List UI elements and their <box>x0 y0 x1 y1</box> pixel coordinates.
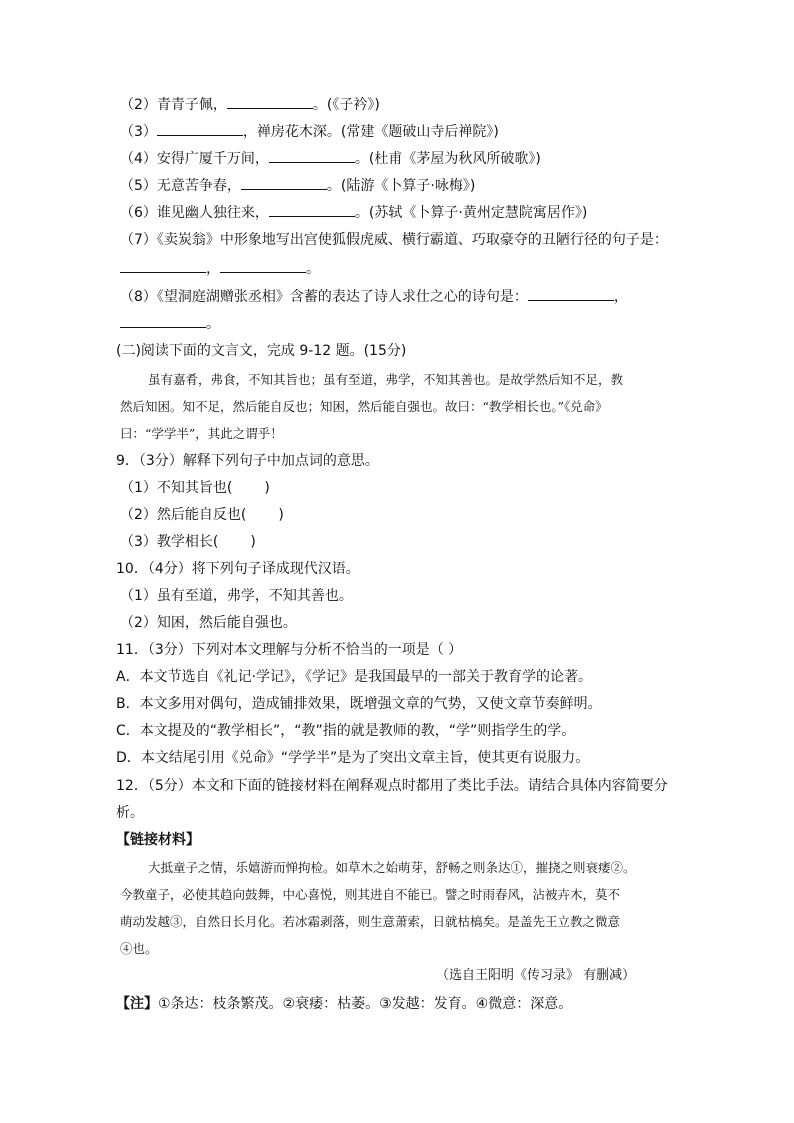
question-source: 。(苏轼《卜算子·黄州定慧院寓居作》) <box>354 205 588 221</box>
answer-blank[interactable] <box>120 313 206 328</box>
fill-in-4 <box>120 148 541 169</box>
fill-in-6 <box>120 202 587 223</box>
period: 。 <box>306 261 320 277</box>
item-text: （1）不知其旨也( <box>120 480 233 496</box>
question-source: 。(杜甫《茅屋为秋风所破歌》) <box>354 151 541 167</box>
option-b[interactable]: B．本文多用对偶句，造成铺排效果，既增强文章的气势，又使文章节奏鲜明。 <box>116 696 602 712</box>
separator: ， <box>206 261 220 277</box>
question-12-title-cont: 析。 <box>116 805 144 821</box>
fill-in-8-answers <box>120 313 220 334</box>
question-10-item: （2）知困，然后能自强也。 <box>120 615 297 631</box>
notes <box>116 994 572 1014</box>
question-11-title: 11．（3分）下列对本文理解与分析不恰当的一项是（ ） <box>116 642 463 658</box>
answer-blank[interactable] <box>269 148 355 163</box>
link-passage-line: 大抵童子之情，乐嬉游而惮拘检。如草木之始萌芽，舒畅之则条达①，摧挠之则衰痿②。 <box>148 860 636 875</box>
paren: ) <box>278 507 284 523</box>
item-text: （2）然后能自反也( <box>120 507 247 523</box>
notes-text: ①条达：枝条繁茂。②衰痿：枯萎。③发越：发育。④微意：深意。 <box>158 996 573 1012</box>
question-10-title: 10．（4分）将下列句子译成现代汉语。 <box>116 561 360 577</box>
option-c[interactable]: C．本文提及的“教学相长”，“教”指的就是教师的教，“学”则指学生的学。 <box>116 723 576 739</box>
answer-blank[interactable] <box>157 121 243 136</box>
source-citation: （选自王阳明《传习录》 有删减） <box>436 968 636 983</box>
question-text: （4）安得广厦千万间， <box>120 151 269 167</box>
link-passage-line: 今教童子，必使其趋向鼓舞，中心喜悦，则其进自不能已。譬之时雨春风，沾被卉木，莫不 <box>120 887 621 902</box>
question-9-item <box>120 532 256 552</box>
link-passage-line: 萌动发越③，自然日长月化。若冰霜剥落，则生意萧索，日就枯槁矣。是盖先王立教之微意 <box>120 914 621 929</box>
period: 。 <box>206 316 220 332</box>
fill-in-3 <box>120 121 499 142</box>
fill-in-8-prompt <box>120 286 628 307</box>
passage-line: 虽有嘉肴，弗食，不知其旨也；虽有至道，弗学，不知其善也。是故学然后知不足，教 <box>148 372 624 387</box>
fill-in-7-answers <box>120 258 320 279</box>
question-12-title: 12．（5分）本文和下面的链接材料在阐释观点时都用了类比手法。请结合具体内容简要分 <box>116 778 668 794</box>
notes-label: 【注】 <box>116 996 158 1012</box>
question-source: 。(《子衿》) <box>312 97 380 113</box>
question-9-item <box>120 505 284 525</box>
paren: ) <box>264 480 270 496</box>
question-source: 。(陆游《卜算子·咏梅》) <box>326 178 476 194</box>
question-text: （3） <box>120 124 157 140</box>
option-d[interactable]: D．本文结尾引用《兑命》“学学半”是为了突出文章主旨，使其更有说服力。 <box>116 750 590 766</box>
question-text: （2）青青子佩， <box>120 97 227 113</box>
paren: ) <box>250 534 256 550</box>
question-text: （5）无意苦争春， <box>120 178 241 194</box>
question-9-item <box>120 478 270 498</box>
link-passage-line: ④也。 <box>120 941 158 956</box>
fill-in-2 <box>120 94 380 115</box>
separator: ， <box>613 289 628 305</box>
item-text: （3）教学相长( <box>120 534 219 550</box>
option-a[interactable]: A．本文节选自《礼记·学记》，《学记》是我国最早的一部关于教育学的论著。 <box>116 669 593 685</box>
question-text: （6）谁见幽人独往来， <box>120 205 269 221</box>
question-10-item: （1）虽有至道，弗学，不知其善也。 <box>120 588 353 604</box>
link-material-heading: 【链接材料】 <box>116 832 200 848</box>
passage-line: 然后知困。知不足，然后能自反也；知困，然后能自强也。故曰：“教学相长也。”《兑命》 <box>120 399 608 414</box>
fill-in-7-prompt: （7）《卖炭翁》中形象地写出宫使狐假虎威、横行霸道、巧取豪夺的丑陋行径的句子是： <box>120 232 668 248</box>
fill-in-5 <box>120 175 475 196</box>
answer-blank[interactable] <box>241 175 327 190</box>
question-source: ，禅房花木深。(常建《题破山寺后禅院》) <box>242 124 499 140</box>
question-9-title: 9．（3分）解释下列句子中加点词的意思。 <box>116 453 379 469</box>
passage-line: 曰：“学学半”，其此之谓乎！ <box>120 426 283 441</box>
answer-blank[interactable] <box>220 258 306 273</box>
section-heading: (二)阅读下面的文言文，完成 9-12 题。(15分) <box>116 343 407 359</box>
answer-blank[interactable] <box>528 286 614 301</box>
question-text: （8）《望洞庭湖赠张丞相》含蓄的表达了诗人求仕之心的诗句是： <box>120 289 528 305</box>
answer-blank[interactable] <box>269 202 355 217</box>
answer-blank[interactable] <box>120 258 206 273</box>
answer-blank[interactable] <box>227 94 313 109</box>
